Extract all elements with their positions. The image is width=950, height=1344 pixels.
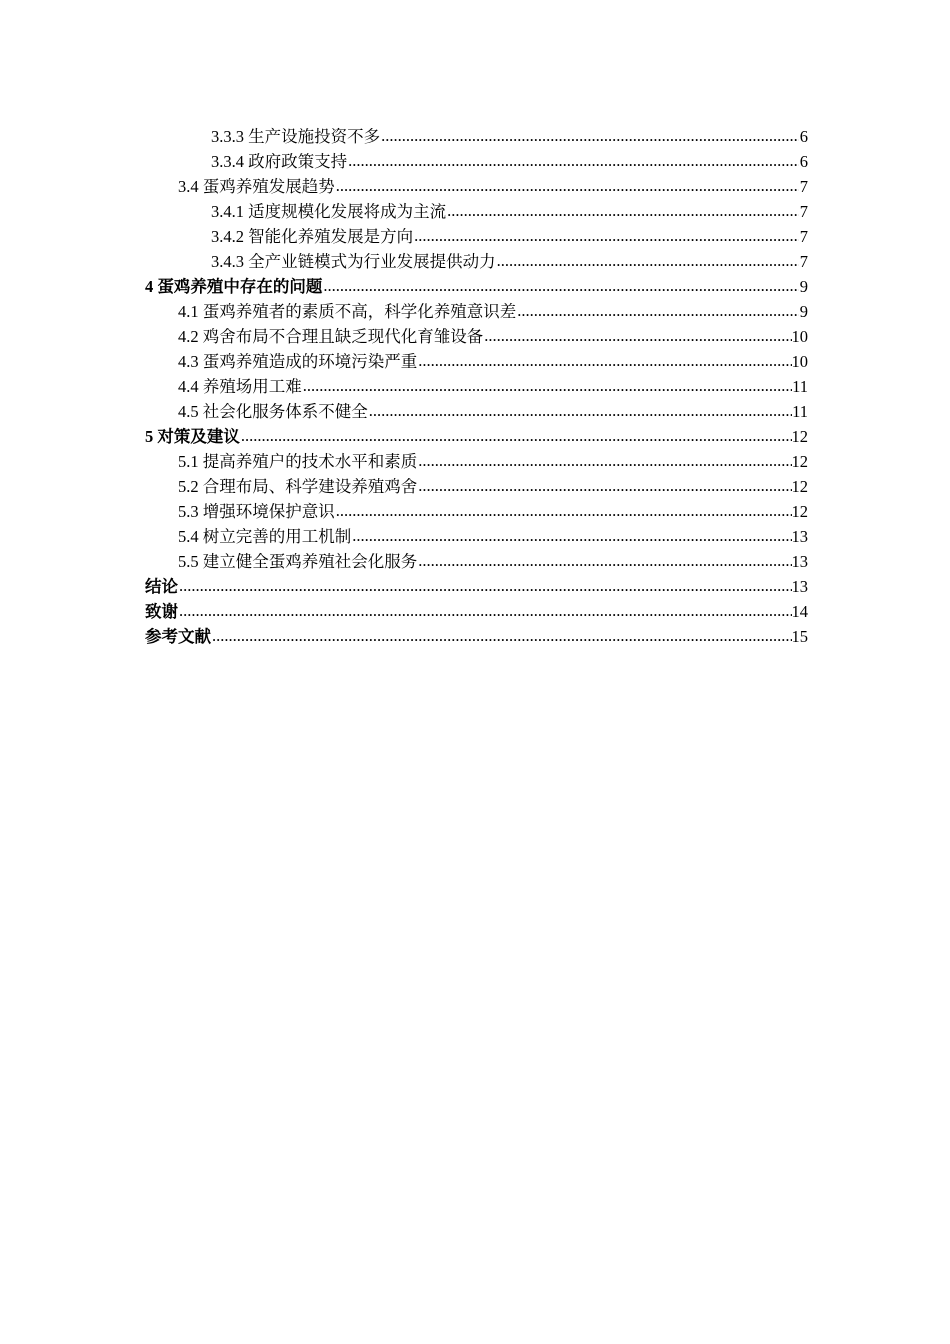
toc-page-number: 10 — [791, 327, 808, 346]
toc-entry-acknowledgements[interactable] — [145, 599, 808, 624]
toc-entry-3-4[interactable] — [145, 174, 808, 199]
dot-leader — [336, 173, 799, 198]
toc-entry-5-2[interactable] — [145, 474, 808, 499]
dot-leader — [447, 198, 799, 223]
toc-entry-label: 4.3 蛋鸡养殖造成的环境污染严重 — [178, 352, 418, 371]
toc-entry-label: 3.3.4 政府政策支持 — [211, 152, 348, 171]
dot-leader — [517, 298, 799, 323]
toc-entry-5-5[interactable] — [145, 549, 808, 574]
toc-entry-label: 致谢 — [145, 602, 178, 621]
toc-page-number: 7 — [799, 177, 808, 196]
toc-page-number: 13 — [791, 577, 808, 596]
toc-entry-3-4-1[interactable] — [145, 199, 808, 224]
toc-page-number: 10 — [791, 352, 808, 371]
toc-entry-label: 4.5 社会化服务体系不健全 — [178, 402, 368, 421]
toc-entry-3-4-3[interactable] — [145, 249, 808, 274]
toc-entry-3-3-3[interactable] — [145, 124, 808, 149]
toc-page-number: 6 — [799, 127, 808, 146]
toc-entry-label: 5.4 树立完善的用工机制 — [178, 527, 352, 546]
toc-entry-5-3[interactable] — [145, 499, 808, 524]
toc-page-number: 9 — [799, 302, 808, 321]
dot-leader — [369, 398, 792, 423]
toc-entry-references[interactable] — [145, 624, 808, 649]
toc-page-number: 11 — [792, 402, 808, 421]
toc-entry-3-4-2[interactable] — [145, 224, 808, 249]
toc-entry-label: 3.4.2 智能化养殖发展是方向 — [211, 227, 414, 246]
toc-entry-label: 3.4 蛋鸡养殖发展趋势 — [178, 177, 335, 196]
dot-leader — [179, 573, 792, 598]
toc-entry-label: 5.2 合理布局、科学建设养殖鸡舍 — [178, 477, 418, 496]
dot-leader — [418, 473, 791, 498]
toc-entry-label: 4.2 鸡舍布局不合理且缺乏现代化育雏设备 — [178, 327, 484, 346]
toc-page-number: 7 — [799, 227, 808, 246]
toc-entry-label: 4.4 养殖场用工难 — [178, 377, 302, 396]
toc-entry-5-1[interactable] — [145, 449, 808, 474]
dot-leader — [418, 548, 791, 573]
dot-leader — [323, 273, 799, 298]
toc-page-number: 15 — [791, 627, 808, 646]
toc-entry-conclusion[interactable] — [145, 574, 808, 599]
toc-page-number: 13 — [791, 552, 808, 571]
dot-leader — [179, 598, 792, 623]
toc-entry-label: 5.1 提高养殖户的技术水平和素质 — [178, 452, 418, 471]
toc-page-number: 9 — [799, 277, 808, 296]
toc-page-number: 6 — [799, 152, 808, 171]
toc-page-number: 12 — [791, 427, 808, 446]
toc-entry-label: 结论 — [145, 577, 178, 596]
dot-leader — [418, 348, 791, 373]
dot-leader — [352, 523, 791, 548]
toc-entry-3-3-4[interactable] — [145, 149, 808, 174]
toc-page-number: 7 — [799, 252, 808, 271]
toc-entry-4[interactable] — [145, 274, 808, 299]
toc-entry-5[interactable] — [145, 424, 808, 449]
toc-entry-4-4[interactable] — [145, 374, 808, 399]
toc-page-number: 12 — [791, 477, 808, 496]
table-of-contents — [145, 124, 808, 649]
toc-page-number: 7 — [799, 202, 808, 221]
dot-leader — [484, 323, 791, 348]
dot-leader — [336, 498, 792, 523]
toc-entry-4-5[interactable] — [145, 399, 808, 424]
toc-entry-label: 3.3.3 生产设施投资不多 — [211, 127, 381, 146]
toc-page-number: 14 — [791, 602, 808, 621]
toc-entry-label: 3.4.3 全产业链模式为行业发展提供动力 — [211, 252, 496, 271]
dot-leader — [241, 423, 792, 448]
toc-entry-label: 5.5 建立健全蛋鸡养殖社会化服务 — [178, 552, 418, 571]
dot-leader — [497, 248, 799, 273]
toc-page-number: 12 — [791, 502, 808, 521]
dot-leader — [348, 148, 799, 173]
toc-entry-4-2[interactable] — [145, 324, 808, 349]
toc-page-number: 12 — [791, 452, 808, 471]
dot-leader — [212, 623, 792, 648]
toc-entry-label: 4.1 蛋鸡养殖者的素质不高，科学化养殖意识差 — [178, 302, 517, 321]
toc-page-number: 11 — [792, 377, 808, 396]
dot-leader — [303, 373, 792, 398]
toc-entry-4-3[interactable] — [145, 349, 808, 374]
toc-entry-label: 5.3 增强环境保护意识 — [178, 502, 335, 521]
toc-entry-label: 4 蛋鸡养殖中存在的问题 — [145, 277, 323, 296]
dot-leader — [414, 223, 799, 248]
toc-entry-4-1[interactable] — [145, 299, 808, 324]
toc-entry-label: 参考文献 — [145, 627, 211, 646]
toc-entry-label: 5 对策及建议 — [145, 427, 240, 446]
dot-leader — [418, 448, 791, 473]
toc-entry-5-4[interactable] — [145, 524, 808, 549]
toc-entry-label: 3.4.1 适度规模化发展将成为主流 — [211, 202, 447, 221]
dot-leader — [381, 123, 799, 148]
toc-page-number: 13 — [791, 527, 808, 546]
